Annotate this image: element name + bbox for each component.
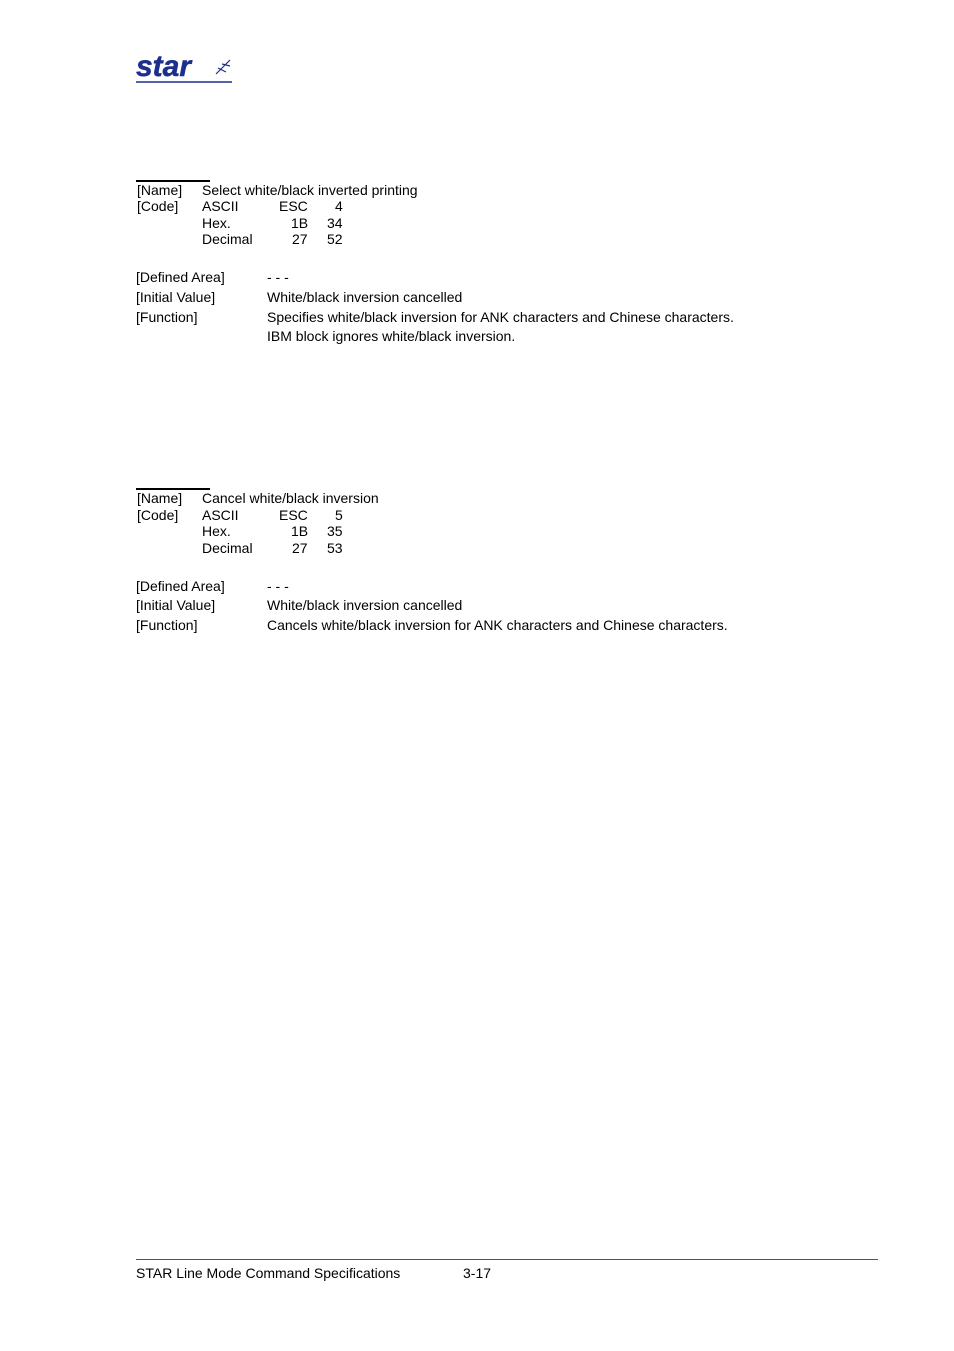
footer-title: STAR Line Mode Command Specifications [136, 1265, 401, 1281]
defined-area-label: [Defined Area] [136, 269, 225, 285]
decimal-value-2: 52 [327, 231, 343, 247]
command-name: Select white/black inverted printing [202, 182, 418, 198]
star-logo [136, 52, 232, 84]
ascii-value-1: ESC [279, 507, 308, 523]
function-label: [Function] [136, 309, 198, 325]
decimal-value-1: 27 [292, 231, 308, 247]
ascii-label: ASCII [202, 198, 239, 214]
decimal-label: Decimal [202, 231, 253, 247]
star-logo-icon [136, 52, 232, 84]
ascii-value-2: 5 [335, 507, 343, 523]
function-label: [Function] [136, 617, 198, 633]
hex-label: Hex. [202, 523, 231, 539]
initial-value-label: [Initial Value] [136, 597, 216, 613]
ascii-value-1: ESC [279, 198, 308, 214]
decimal-value-2: 53 [327, 540, 343, 556]
defined-area-label: [Defined Area] [136, 578, 225, 594]
logo-text: star [136, 52, 192, 83]
function-line: Cancels white/black inversion for ANK characters and Chinese characters. [267, 617, 728, 633]
code-label: [Code] [137, 507, 179, 523]
defined-area-value: - - - [267, 269, 289, 285]
name-label: [Name] [137, 490, 183, 506]
footer-rule [136, 1259, 878, 1260]
function-line: IBM block ignores white/black inversion. [267, 328, 516, 344]
defined-area-value: - - - [267, 578, 289, 594]
function-line: Specifies white/black inversion for ANK characters and Chinese characters. [267, 309, 734, 325]
hex-value-1: 1B [291, 523, 309, 539]
initial-value: White/black inversion cancelled [267, 597, 463, 613]
hex-value-2: 34 [327, 215, 343, 231]
hex-value-1: 1B [291, 215, 309, 231]
initial-value-label: [Initial Value] [136, 289, 216, 305]
hex-label: Hex. [202, 215, 231, 231]
command-name: Cancel white/black inversion [202, 490, 379, 506]
name-label: [Name] [137, 182, 183, 198]
page-number: 3-17 [463, 1265, 492, 1281]
decimal-value-1: 27 [292, 540, 308, 556]
decimal-label: Decimal [202, 540, 253, 556]
ascii-value-2: 4 [335, 198, 343, 214]
ascii-label: ASCII [202, 507, 239, 523]
initial-value: White/black inversion cancelled [267, 289, 463, 305]
code-label: [Code] [137, 198, 179, 214]
hex-value-2: 35 [327, 523, 343, 539]
